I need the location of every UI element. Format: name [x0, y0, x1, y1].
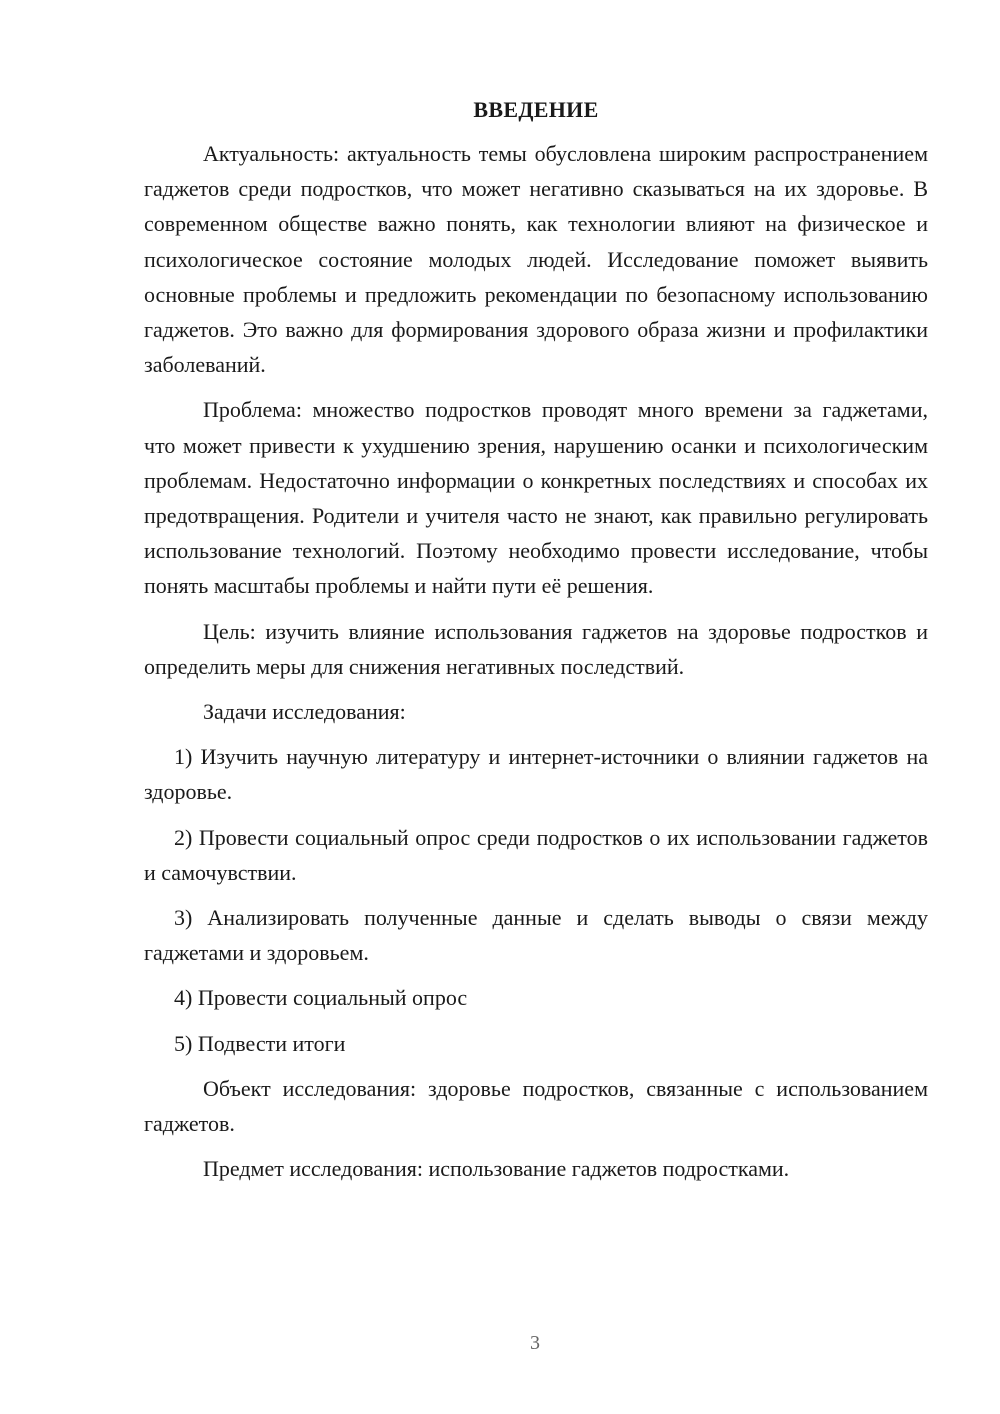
task-item-3: 3) Анализировать полученные данные и сделать выводы о связи между гаджетами и здоровьем. [144, 905, 928, 966]
goal-paragraph: Цель: изучить влияние использования гаджетов на здоровье подростков и определить меры для снижения негативных последствий. [144, 618, 928, 679]
task-item-4: 4) Провести социальный опрос [174, 985, 468, 1011]
tasks-heading: Задачи исследования: [203, 699, 406, 725]
task-item-5: 5) Подвести итоги [174, 1030, 346, 1056]
subject-paragraph: Предмет исследования: использование гаджетов подростками. [203, 1156, 790, 1182]
relevance-paragraph: Актуальность: актуальность темы обусловлена широким распространением гаджетов среди подростков, что может негативно сказываться на их здоровье. В современном обществе важно понять, как технологии влияют на физическое и психологическое состояние молодых людей. Исследование поможет выявить основные проблемы и предложить рекомендации по безопасному использованию гаджетов. Это важно для формирования здорового образа жизни и профилактики заболеваний. [144, 141, 928, 378]
object-paragraph: Объект исследования: здоровье подростков, связанные с использованием гаджетов. [144, 1075, 928, 1137]
task-item-2: 2) Провести социальный опрос среди подростков о их использовании гаджетов и самочувствии. [144, 824, 928, 885]
tasks-list [144, 739, 928, 1061]
page-number: 3 [530, 1332, 540, 1354]
section-title: ВВЕДЕНИЕ [473, 97, 599, 122]
task-item-1: 1) Изучить научную литературу и интернет-источники о влиянии гаджетов на здоровье. [144, 744, 928, 805]
document-body [144, 90, 928, 1196]
problem-paragraph: Проблема: множество подростков проводят много времени за гаджетами, что может привести к ухудшению зрения, нарушению осанки и психологическим проблемам. Недостаточно информации о конкретных последствиях и способах их предотвращения. Родители и учителя часто не знают, как правильно регулировать использование технологий. Поэтому необходимо провести исследование, чтобы понять масштабы проблемы и найти пути её решения. [144, 397, 928, 599]
